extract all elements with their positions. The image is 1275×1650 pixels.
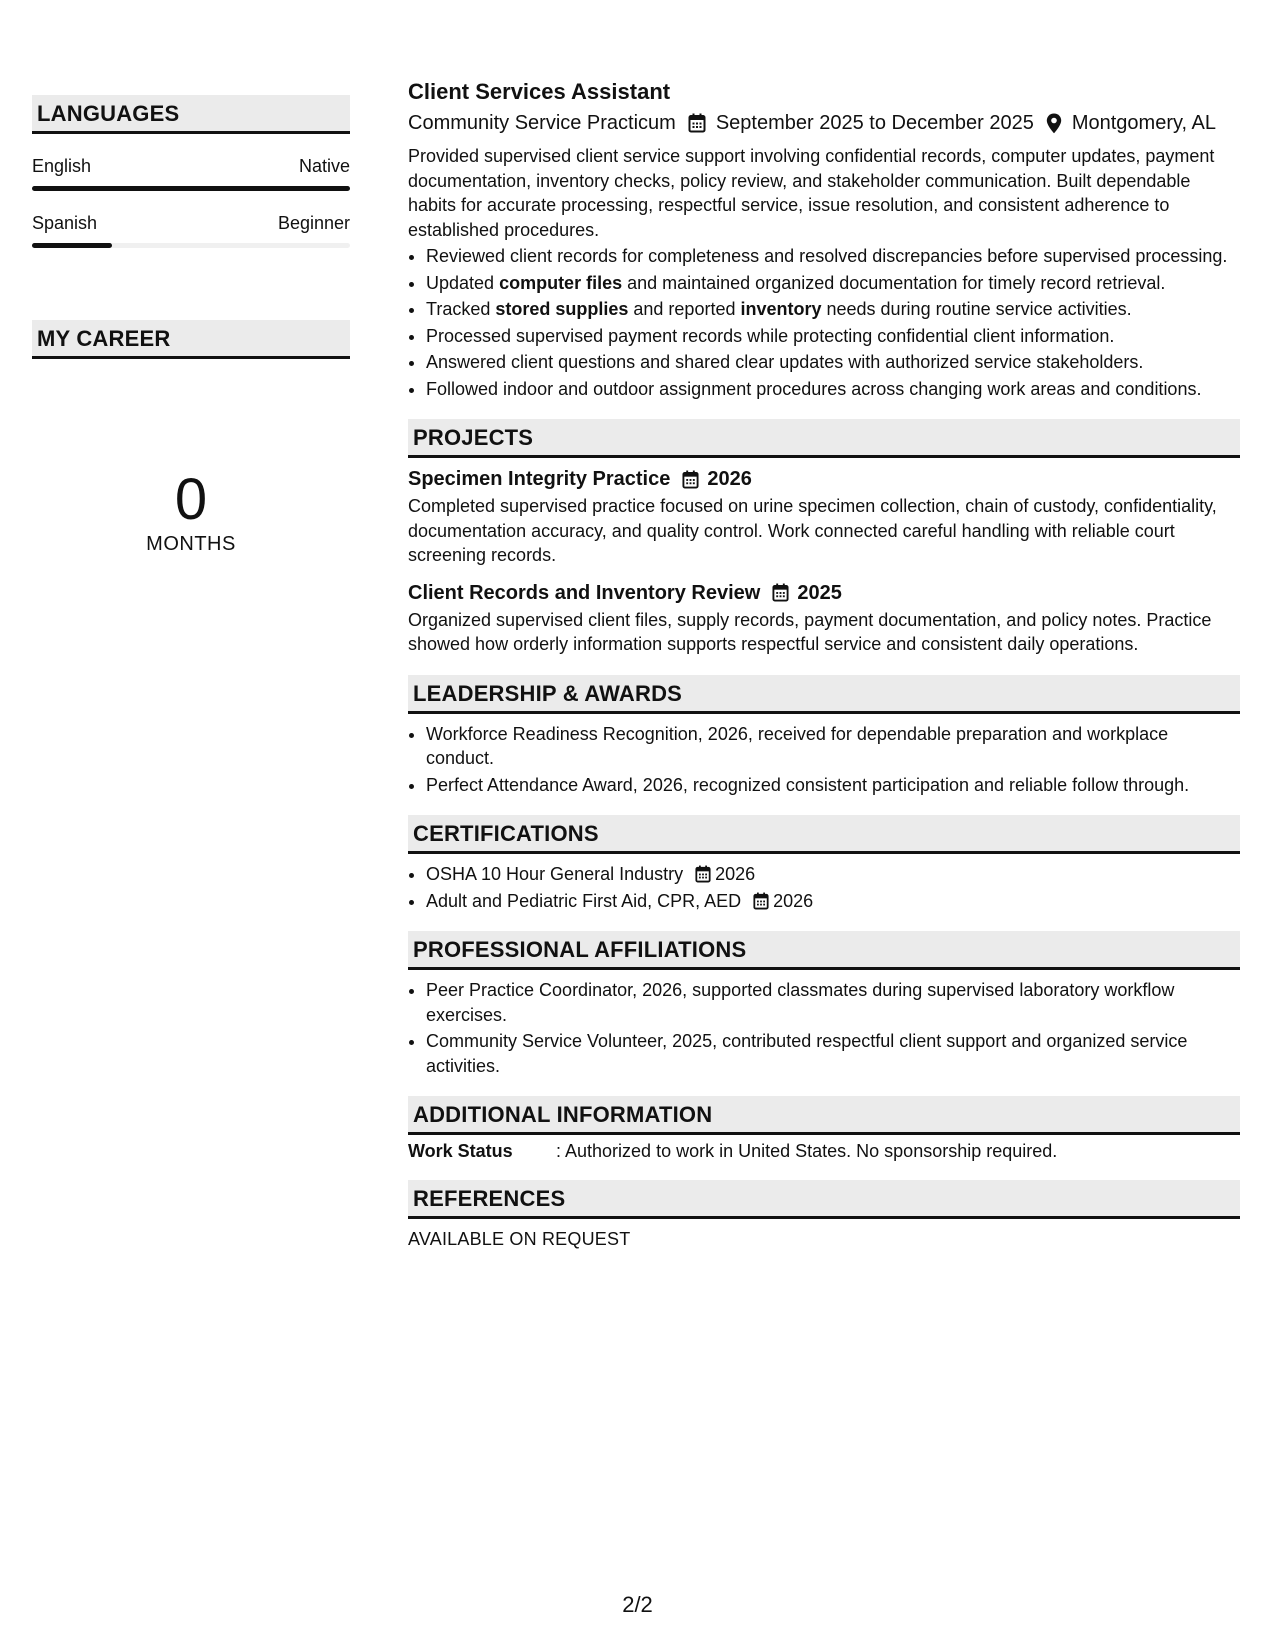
certification-name: • OSHA 10 Hour General Industry [426, 864, 684, 884]
project-description: Organized supervised client files, supply records, payment documentation, and policy notes. Practice showed how orderly information supports respectful service and consistent daily operations. [408, 609, 1212, 654]
job-bullets [408, 244, 1240, 401]
bullet-keyword: stored supplies [495, 299, 629, 319]
project-description: Completed supervised practice focused on urine specimen collection, chain of custody, confidentiality, documentation accuracy, and quality control. Work connected careful handling with reliable court screening records. [408, 496, 1217, 565]
language-proficiency-bar [32, 243, 350, 248]
job-summary: Provided supervised client service support involving confidential records, computer updates, payment documentation, inventory checks, policy review, and stakeholder communication. Built dependable habits for accurate processing, respectful service, issue resolution, and consistent adherence to established procedures. [408, 146, 1215, 240]
language-proficiency-fill [32, 243, 112, 248]
project-year: 2026 [707, 468, 752, 490]
work-status-label: Work Status [408, 1141, 513, 1161]
main-content [408, 78, 1240, 1250]
affiliations-list [408, 978, 1240, 1078]
map-pin-icon [1046, 113, 1062, 134]
job-location: Montgomery, AL [1071, 112, 1216, 134]
bullet-text: Answered client questions and shared clear updates with authorized service stakeholders. [426, 352, 1144, 372]
leadership-list [408, 722, 1240, 798]
sidebar [32, 95, 350, 556]
certifications-list [408, 862, 1240, 913]
job-meta [408, 110, 1240, 136]
language-name: Spanish [32, 213, 98, 233]
bullet-text: Processed supervised payment records while protecting confidential client information. [426, 325, 1115, 346]
certification-name: • Adult and Pediatric First Aid, CPR, AED [426, 890, 742, 911]
career-duration [32, 467, 350, 556]
certifications-heading: CERTIFICATIONS [408, 815, 1240, 854]
bullet-text: Followed indoor and outdoor assignment procedures across changing work areas and conditions. [426, 378, 1202, 399]
bullet-keyword: inventory [740, 299, 822, 319]
language-name: English [32, 156, 92, 176]
language-level: Beginner [277, 213, 350, 233]
language-item [32, 213, 350, 248]
list-item [426, 889, 1240, 914]
experience-entry [408, 78, 1240, 401]
career-count: 0 [174, 467, 208, 532]
language-proficiency-bar [32, 186, 350, 191]
references-heading: REFERENCES [408, 1180, 1240, 1219]
bullet-text: and maintained organized documentation for timely record retrieval. [622, 272, 1166, 293]
list-item [426, 271, 1240, 296]
bullet-text: Updated [426, 272, 500, 293]
bullet-text: and reported [628, 299, 741, 319]
language-item [32, 156, 350, 191]
calendar-icon [753, 892, 769, 910]
list-item [426, 862, 1240, 887]
list-item: • Workforce Readiness Recognition, 2026, received for dependable preparation and workplace conduct. [426, 722, 1240, 771]
certification-year: 2026 [715, 864, 756, 884]
bullet-text: needs during routine service activities. [821, 299, 1132, 319]
list-item: • Perfect Attendance Award, 2026, recognized consistent participation and reliable follow through. [426, 773, 1240, 798]
job-dates: September 2025 to December 2025 [715, 112, 1034, 134]
project-year: 2025 [797, 581, 842, 604]
list-item [426, 350, 1240, 375]
list-item: • Peer Practice Coordinator, 2026, supported classmates during supervised laboratory workflow exercises. [426, 978, 1240, 1027]
job-organization: Community Service Practicum [408, 112, 676, 134]
work-status-value: : Authorized to work in United States. No sponsorship required. [556, 1141, 1058, 1161]
calendar-icon [688, 113, 706, 133]
affiliations-heading: PROFESSIONAL AFFILIATIONS [408, 931, 1240, 970]
bullet-text: Tracked [426, 299, 496, 319]
bullet-keyword: computer files [499, 272, 623, 293]
list-item [426, 324, 1240, 349]
languages-heading: LANGUAGES [32, 95, 350, 134]
bullet-text: Reviewed client records for completeness and resolved discrepancies before supervised processing. [426, 246, 1228, 266]
page-number: 2/2 [622, 1592, 653, 1617]
language-level: Native [298, 156, 350, 176]
additional-info-heading: ADDITIONAL INFORMATION [408, 1096, 1240, 1135]
list-item [426, 377, 1240, 402]
job-title: Client Services Assistant [408, 79, 671, 104]
leadership-heading: LEADERSHIP & AWARDS [408, 675, 1240, 714]
calendar-icon [772, 583, 789, 602]
list-item [426, 244, 1240, 269]
calendar-icon [682, 470, 699, 489]
project-entry [408, 580, 1240, 657]
work-status-row [408, 1141, 1240, 1162]
career-heading: MY CAREER [32, 320, 350, 359]
career-unit: MONTHS [146, 533, 236, 555]
project-title: Client Records and Inventory Review [408, 581, 761, 604]
references-text: AVAILABLE ON REQUEST [408, 1229, 631, 1249]
calendar-icon [695, 865, 711, 883]
project-entry [408, 466, 1240, 568]
project-title: Specimen Integrity Practice [408, 468, 671, 490]
projects-heading: PROJECTS [408, 419, 1240, 458]
language-proficiency-fill [32, 186, 350, 191]
list-item: • Community Service Volunteer, 2025, contributed respectful client support and organized service activities. [426, 1029, 1240, 1078]
certification-year: 2026 [773, 890, 814, 911]
list-item [426, 297, 1240, 322]
